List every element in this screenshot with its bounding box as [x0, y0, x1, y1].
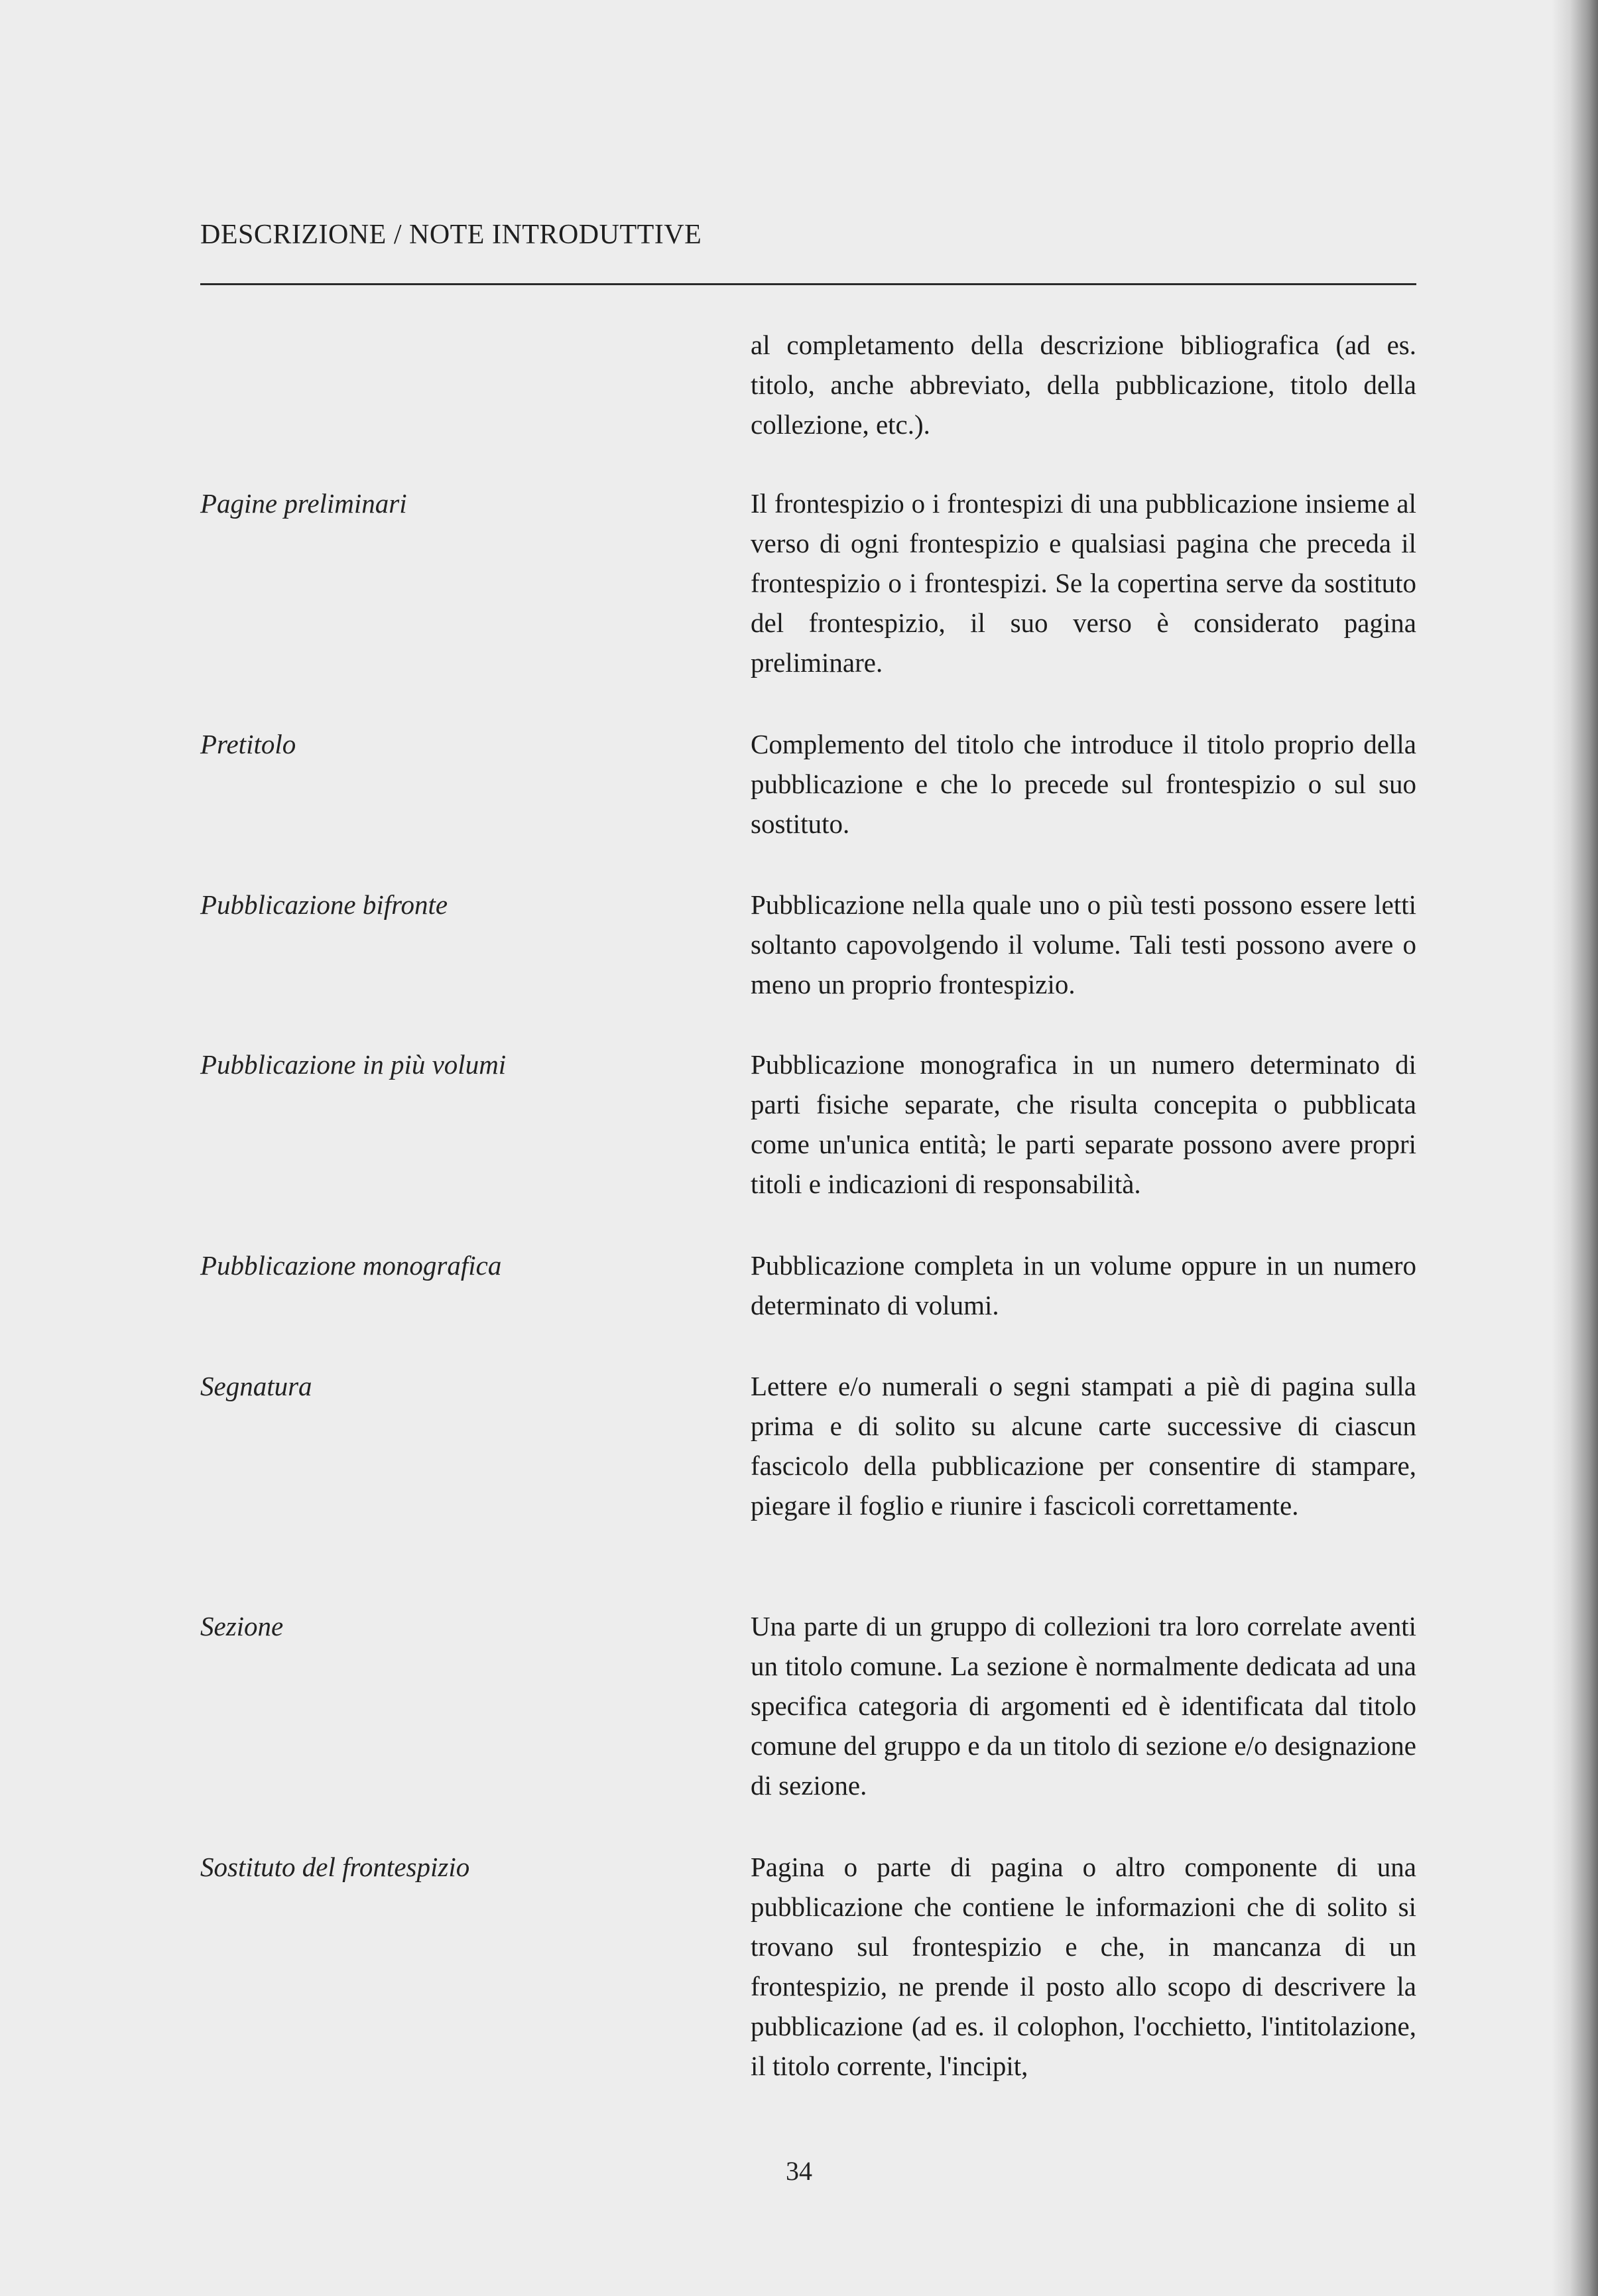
glossary-definition: Pagina o parte di pagina o altro componente di una pubblicazione che contiene le informazioni che di solito si trovano sul frontespizio e che, in mancanza di un frontespizio, ne prende il posto allo scopo di descrivere la pubblicazione (ad es. il colophon, l'occhietto, l'intitolazione, il titolo corrente, l'incipit,	[751, 1852, 1416, 2081]
glossary-definition: Il frontespizio o i frontespizi di una pubblicazione insieme al verso di ogni frontespizio e qualsiasi pagina che preceda il frontespizio o i frontespizi. Se la copertina serve da sostituto del frontespizio, il suo verso è considerato pagina preliminare.	[751, 488, 1416, 678]
definition-continuation: al completamento della descrizione bibliografica (ad es. titolo, anche abbreviato, della pubblicazione, titolo della collezione, etc.).	[751, 330, 1416, 440]
header-rule	[200, 283, 1416, 285]
glossary-definition: Complemento del titolo che introduce il titolo proprio della pubblicazione e che lo precede sul frontespizio o sul suo sostituto.	[751, 729, 1416, 839]
glossary-term: Pubblicazione in più volumi	[200, 1049, 507, 1080]
glossary-definition: Pubblicazione completa in un volume oppure in un numero determinato di volumi.	[751, 1250, 1416, 1320]
glossary-term: Segnatura	[200, 1371, 312, 1401]
glossary-term: Pubblicazione bifronte	[200, 889, 448, 920]
glossary-term: Sostituto del frontespizio	[200, 1852, 470, 1882]
page-number: 34	[786, 2156, 812, 2186]
glossary-definition: Pubblicazione nella quale uno o più testi possono essere letti soltanto capovolgendo il volume. Tali testi possono avere o meno un proprio frontespizio.	[751, 889, 1416, 999]
glossary-definition: Una parte di un gruppo di collezioni tra loro correlate aventi un titolo comune. La sezione è normalmente dedicata ad una specifica categoria di argomenti ed è identificata dal titolo comune del gruppo e da un titolo di sezione e/o designazione di sezione.	[751, 1611, 1416, 1801]
glossary-term: Sezione	[200, 1611, 284, 1641]
running-header: DESCRIZIONE / NOTE INTRODUTTIVE	[200, 220, 702, 250]
page-binding-shadow	[1552, 0, 1598, 2296]
glossary-term: Pretitolo	[200, 729, 296, 759]
glossary-definition: Pubblicazione monografica in un numero determinato di parti fisiche separate, che risulta concepita o pubblicata come un'unica entità; le parti separate possono avere propri titoli e indicazioni di responsabilità.	[751, 1049, 1416, 1199]
glossary-definition: Lettere e/o numerali o segni stampati a piè di pagina sulla prima e di solito su alcune carte successive di ciascun fascicolo della pubblicazione per consentire di stampare, piegare il foglio e riunire i fascicoli correttamente.	[751, 1371, 1416, 1521]
glossary-term: Pagine preliminari	[200, 488, 407, 519]
glossary-term: Pubblicazione monografica	[200, 1250, 502, 1281]
